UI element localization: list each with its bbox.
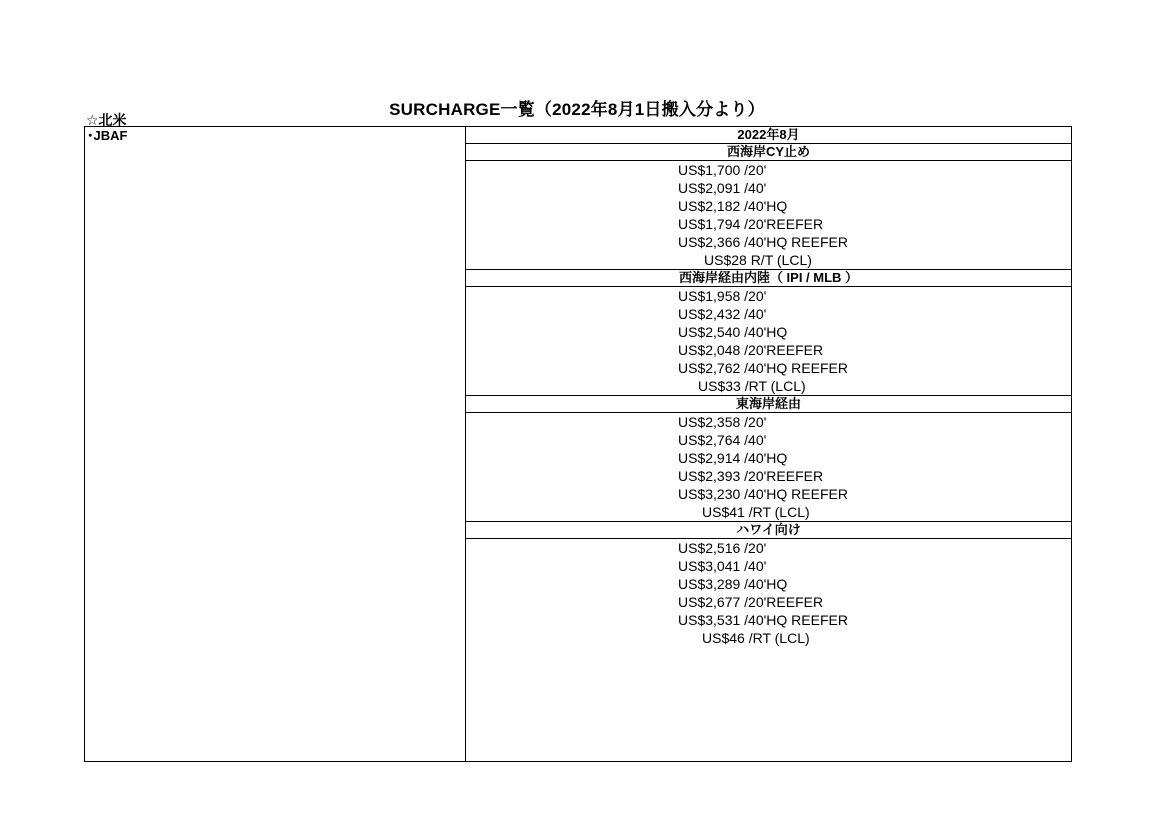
page-title: SURCHARGE一覧（2022年8月1日搬入分より） [389,100,765,119]
rate-line: US$1,700 /20' [678,162,767,178]
region-heading: ☆北米 [86,112,127,128]
carrier-cell [85,127,466,761]
rate-line: US$2,358 /20' [678,414,767,430]
rate-line: US$2,182 /40'HQ [678,198,788,214]
section-heading: 西海岸CY止め [466,144,1071,161]
rate-line: US$2,516 /20' [678,540,767,556]
section-heading: ハワイ向け [466,521,1071,539]
rate-line: US$1,794 /20'REEFER [678,216,824,232]
rate-line: US$2,762 /40'HQ REEFER [678,360,848,376]
rate-line: US$33 /RT (LCL) [698,378,806,394]
rate-line: US$2,914 /40'HQ [678,450,788,466]
rate-line: US$2,048 /20'REEFER [678,342,824,358]
rate-line: US$3,041 /40' [678,558,767,574]
rate-line: US$3,531 /40'HQ REEFER [678,612,848,628]
rate-line: US$46 /RT (LCL) [702,630,810,646]
carrier-label: ･JBAF [87,128,128,143]
rate-line: US$28 R/T (LCL) [704,252,812,268]
rate-line: US$2,432 /40' [678,306,767,322]
surcharge-table [84,126,1072,762]
rate-line: US$2,091 /40' [678,180,767,196]
rate-line: US$2,677 /20'REEFER [678,594,824,610]
period-header: 2022年8月 [466,127,1071,144]
rate-line: US$2,366 /40'HQ REEFER [678,234,848,250]
rate-line: US$41 /RT (LCL) [702,504,810,520]
rate-line: US$3,289 /40'HQ [678,576,788,592]
section-heading: 東海岸経由 [466,395,1071,413]
rate-line: US$2,540 /40'HQ [678,324,788,340]
rate-line: US$2,393 /20'REEFER [678,468,824,484]
section-heading: 西海岸経由内陸（ IPI / MLB ） [466,269,1071,287]
rate-line: US$2,764 /40' [678,432,767,448]
rate-line: US$3,230 /40'HQ REEFER [678,486,848,502]
rate-line: US$1,958 /20' [678,288,767,304]
rates-column [466,127,1071,647]
